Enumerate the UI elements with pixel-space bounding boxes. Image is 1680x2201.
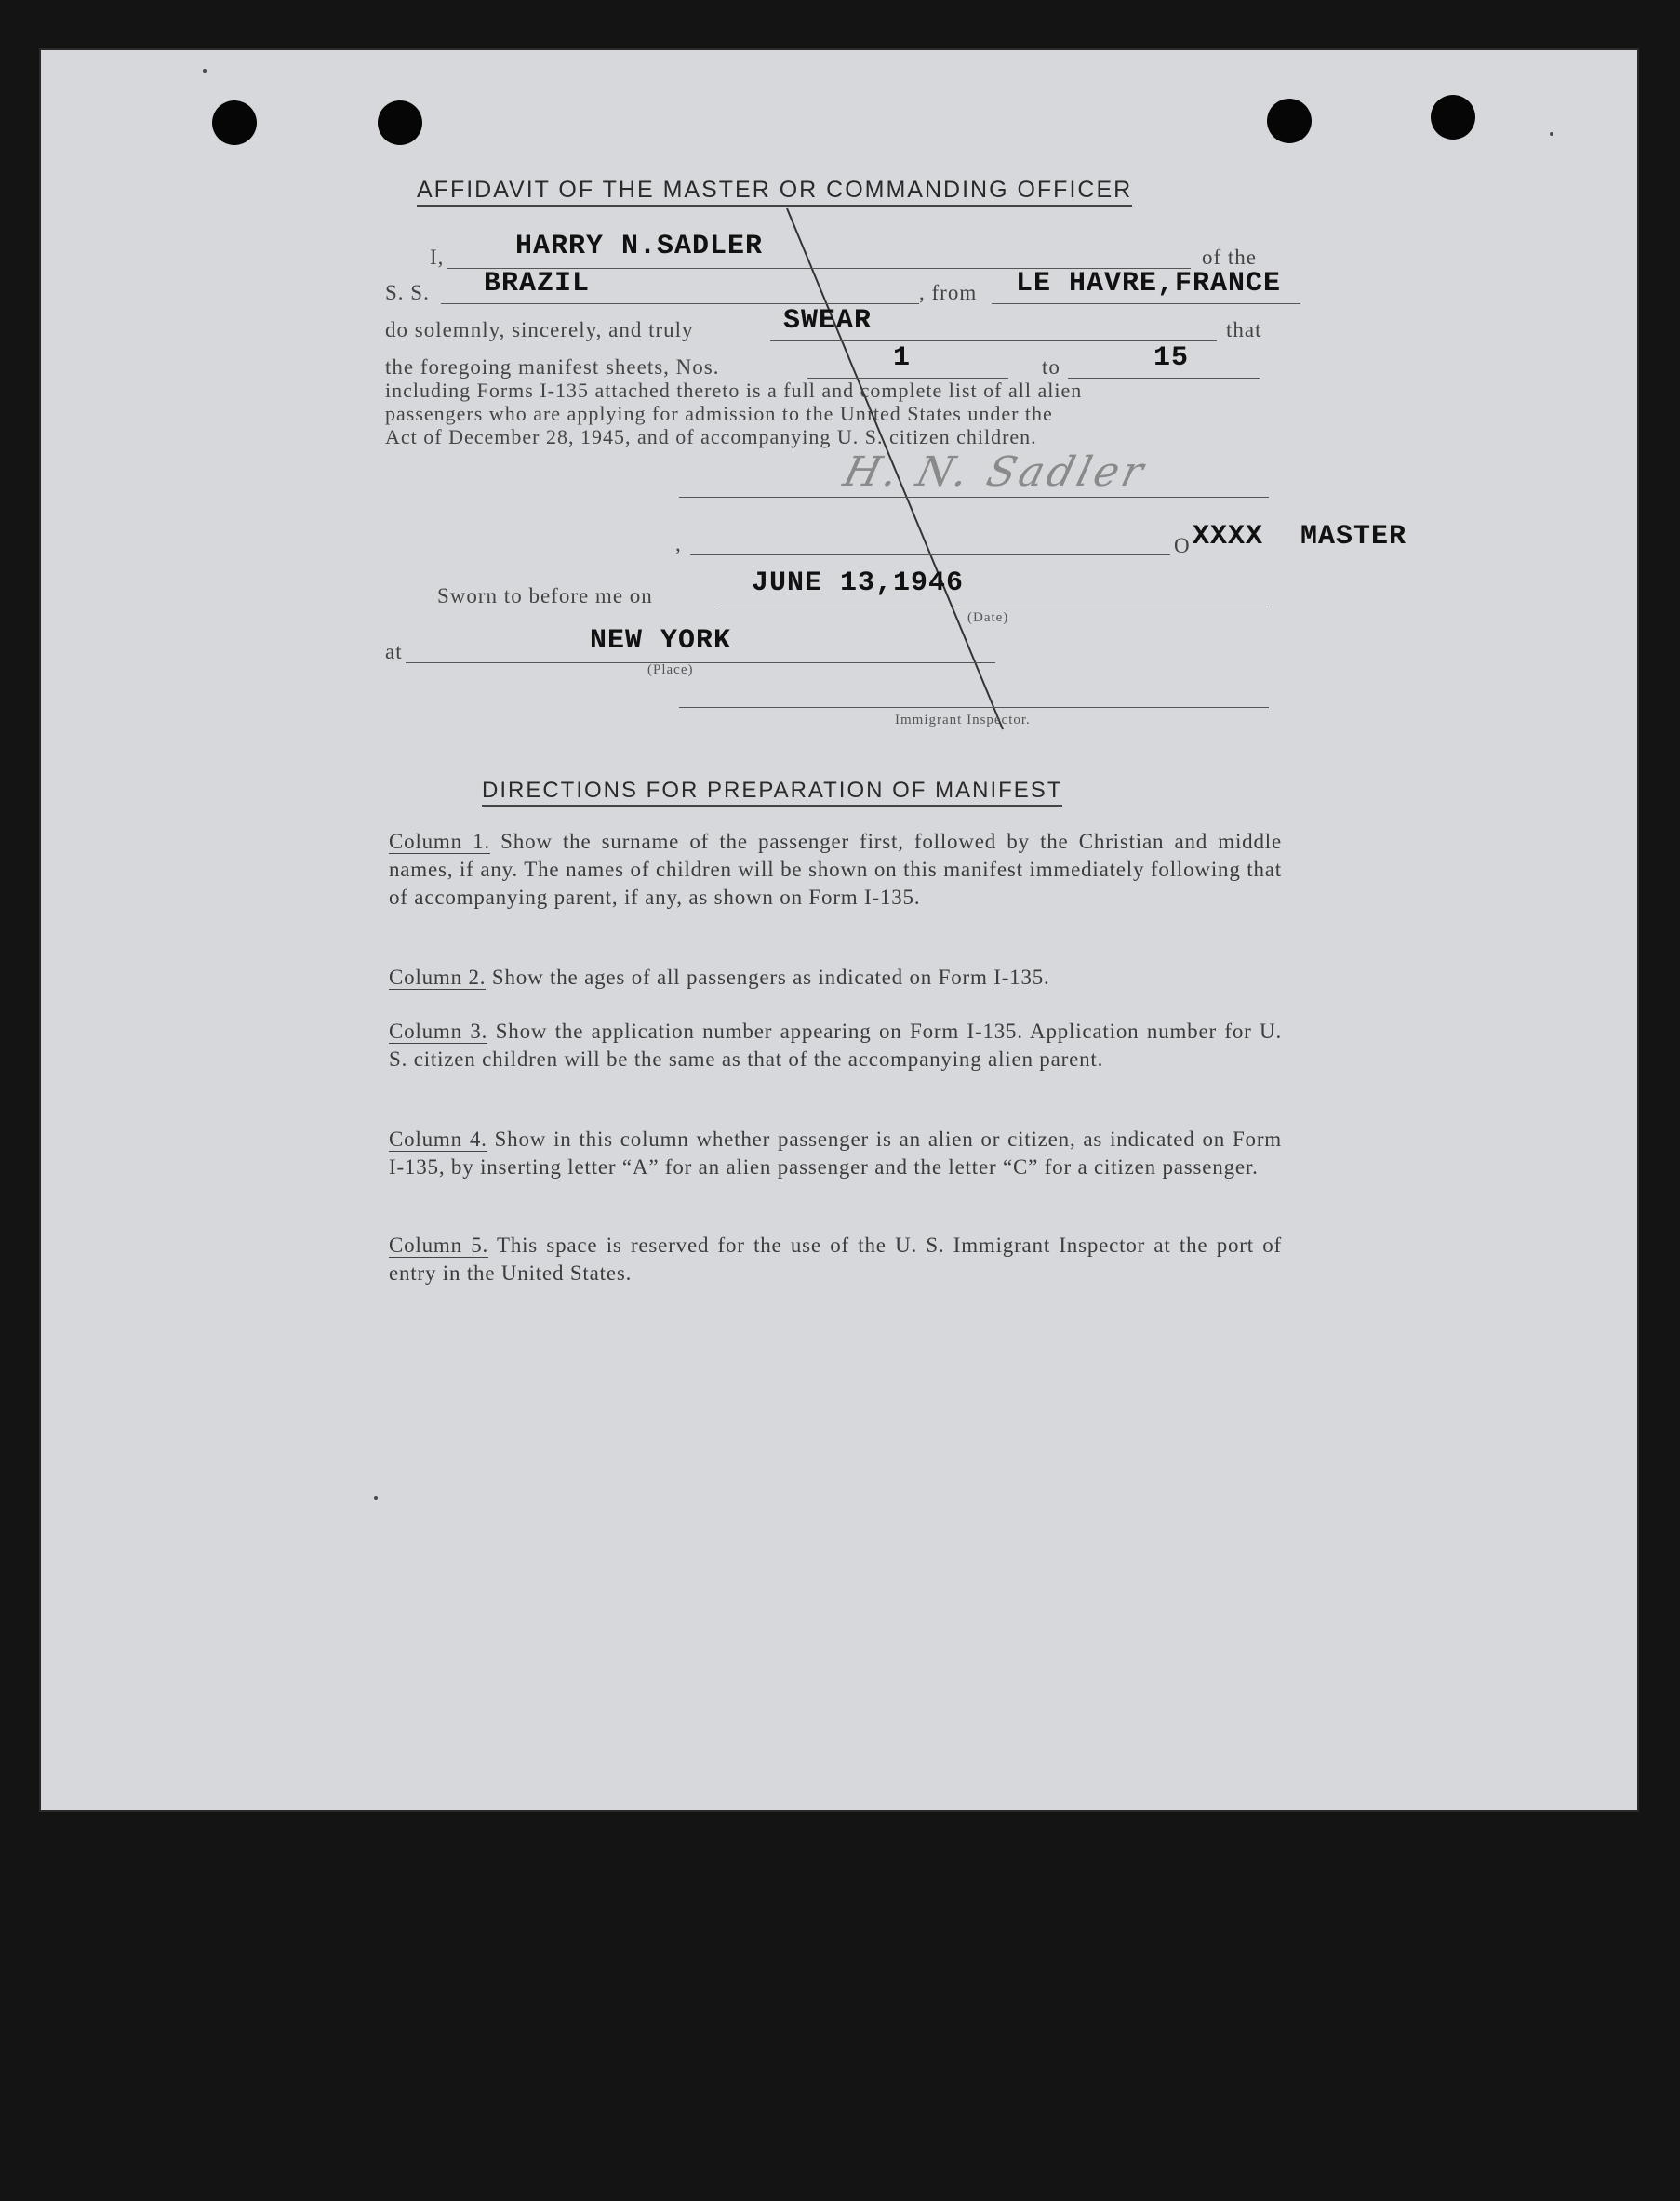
- direction-text: Show the application number appearing on Form I-135. Application number for U. S. citizen children will be the same as that of the accompanying alien parent.: [389, 1020, 1282, 1071]
- line3-rule: [770, 340, 1217, 341]
- place-prefix: at: [385, 640, 403, 663]
- line3-suffix: that: [1226, 318, 1262, 341]
- sheet-from-number: 1: [893, 342, 912, 374]
- affidavit-title: AFFIDAVIT OF THE MASTER OR COMMANDING OFFICER: [417, 177, 1132, 207]
- line2-rule-ship: [441, 303, 919, 304]
- directions-title: DIRECTIONS FOR PREPARATION OF MANIFEST: [482, 778, 1062, 807]
- direction-column-3: [389, 1018, 1282, 1074]
- line2-from-label: , from: [919, 281, 978, 304]
- direction-column-label: Column 3.: [389, 1020, 488, 1043]
- inspector-caption: Immigrant Inspector.: [895, 713, 1031, 727]
- place-caption: (Place): [647, 662, 694, 677]
- line1-suffix: of the: [1202, 246, 1258, 269]
- direction-column-label: Column 1.: [389, 830, 490, 853]
- direction-column-label: Column 2.: [389, 966, 487, 989]
- master-signature: H. N. Sadler: [838, 448, 1153, 496]
- ship-name: BRAZIL: [484, 268, 591, 300]
- direction-column-5: [389, 1232, 1282, 1287]
- line2-rule-port: [992, 303, 1300, 304]
- direction-column-label: Column 5.: [389, 1234, 489, 1257]
- direction-text: Show the surname of the passenger first, followed by the Christian and middle names, if any. The names of children will be shown on this manifest immediately following that of accompanying parent, if any, as shown on Form I-135.: [389, 830, 1282, 909]
- place-rule: [406, 662, 995, 663]
- title-line-o-mark: O: [1174, 534, 1191, 557]
- title-strikeout: XXXX: [1193, 521, 1264, 553]
- direction-column-2: [389, 964, 1282, 992]
- master-rank: MASTER: [1300, 521, 1407, 553]
- line4-prefix: the foregoing manifest sheets, Nos.: [385, 355, 720, 379]
- line4-to-label: to: [1042, 355, 1060, 379]
- direction-column-1: [389, 828, 1282, 912]
- line2-prefix: S. S.: [385, 281, 430, 304]
- departure-port: LE HAVRE,FRANCE: [1016, 268, 1282, 300]
- direction-column-4: [389, 1126, 1282, 1181]
- oath-verb: SWEAR: [783, 305, 873, 337]
- affidavit-text-line-2: passengers who are applying for admission to the United States under the: [385, 402, 1053, 425]
- title-line-rule: [690, 554, 1170, 555]
- line3-prefix: do solemnly, sincerely, and truly: [385, 318, 694, 341]
- sheet-to-number: 15: [1153, 342, 1190, 374]
- sworn-label: Sworn to before me on: [437, 584, 653, 607]
- title-line-comma: ,: [675, 532, 682, 555]
- document-page: [39, 48, 1639, 1812]
- affidavit-text-line-3: Act of December 28, 1945, and of accompanying U. S. citizen children.: [385, 425, 1037, 448]
- line4-rule-to: [1068, 378, 1260, 379]
- signature-rule: [679, 497, 1269, 498]
- direction-text: Show the ages of all passengers as indicated on Form I-135.: [491, 966, 1050, 989]
- master-name: HARRY N.SADLER: [515, 231, 764, 262]
- sworn-date: JUNE 13,1946: [752, 567, 965, 599]
- direction-text: This space is reserved for the use of the U. S. Immigrant Inspector at the port of entry in the United States.: [389, 1234, 1283, 1285]
- sworn-place: NEW YORK: [590, 625, 732, 657]
- affidavit-text-line-1: including Forms I-135 attached thereto is a full and complete list of all alien: [385, 379, 1083, 402]
- line1-prefix: I,: [430, 246, 445, 269]
- inspector-rule: [679, 707, 1269, 708]
- date-caption: (Date): [967, 610, 1009, 625]
- direction-column-label: Column 4.: [389, 1127, 487, 1151]
- direction-text: Show in this column whether passenger is an alien or citizen, as indicated on Form I-135, by inserting letter “A” for an alien passenger and the letter “C” for a citizen passenger.: [389, 1127, 1282, 1179]
